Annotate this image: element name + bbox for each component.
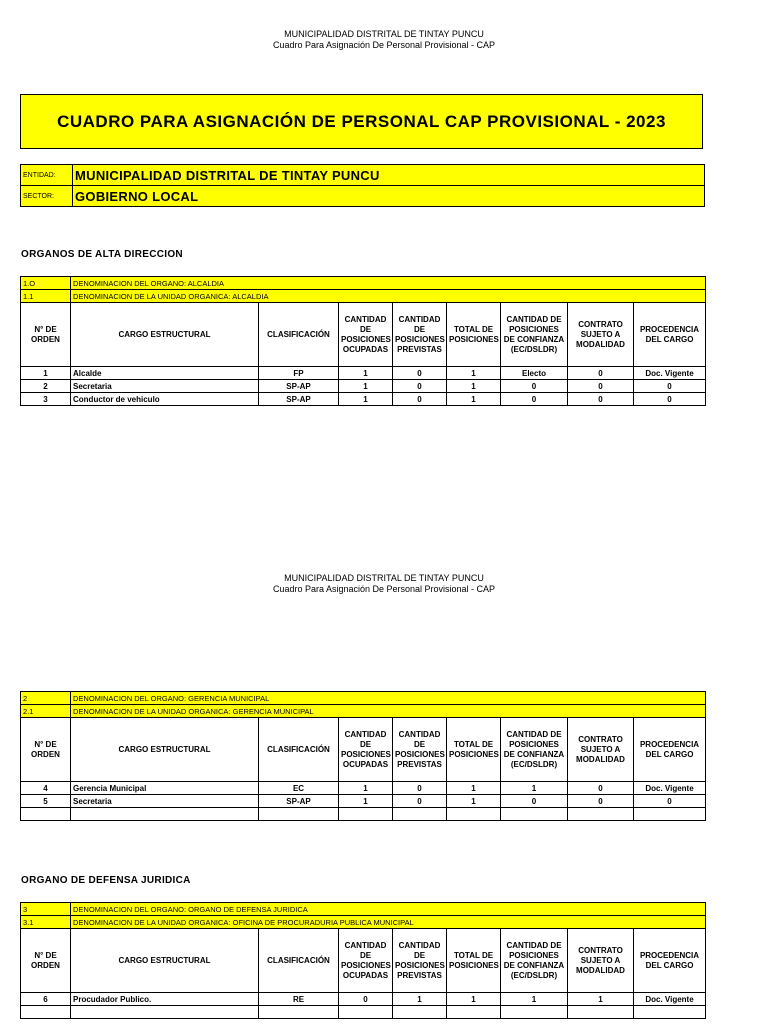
- cell-total: 1: [447, 795, 501, 808]
- cell-total: 1: [447, 782, 501, 795]
- table-row: [21, 782, 706, 795]
- document-title-banner: CUADRO PARA ASIGNACIÓN DE PERSONAL CAP PROVISIONAL - 2023: [20, 94, 703, 149]
- cell-cargo: Gerencia Municipal: [71, 782, 259, 795]
- cell-clasificacion: RE: [259, 993, 339, 1006]
- unidad-row: [21, 290, 706, 303]
- column-header-row: [21, 929, 706, 993]
- cell-previstas: 0: [393, 795, 447, 808]
- cell-procedencia: 0: [634, 380, 706, 393]
- col-clasificacion: CLASIFICACIÓN: [259, 718, 339, 782]
- column-header-row: [21, 303, 706, 367]
- col-contrato: CONTRATO SUJETO A MODALIDAD: [568, 718, 634, 782]
- header-subtitle: Cuadro Para Asignación De Personal Provisional - CAP: [272, 40, 496, 50]
- cap-table-gerencia: [20, 691, 706, 821]
- cell-clasificacion: SP-AP: [259, 393, 339, 406]
- cell-contrato: 0: [568, 367, 634, 380]
- col-previstas: CANTIDAD DE POSICIONES PREVISTAS: [393, 303, 447, 367]
- cell-orden: 3: [21, 393, 71, 406]
- cell-orden: 2: [21, 380, 71, 393]
- cell-clasificacion: SP-AP: [259, 380, 339, 393]
- cell-cargo: Secretaria: [71, 380, 259, 393]
- col-procedencia: PROCEDENCIA DEL CARGO: [634, 718, 706, 782]
- cell-contrato: 0: [568, 393, 634, 406]
- cell-ocupadas: 1: [339, 380, 393, 393]
- cell-ocupadas: 1: [339, 782, 393, 795]
- col-orden: N° DE ORDEN: [21, 718, 71, 782]
- col-total: TOTAL DE POSICIONES: [447, 929, 501, 993]
- organo-code: 3: [21, 903, 71, 916]
- sector-value: GOBIERNO LOCAL: [73, 186, 705, 207]
- unidad-code: 2.1: [21, 705, 71, 718]
- cell-total: 1: [447, 393, 501, 406]
- cell-ocupadas: 0: [339, 993, 393, 1006]
- cell-contrato: 0: [568, 380, 634, 393]
- table-row: [21, 393, 706, 406]
- unidad-row: [21, 916, 706, 929]
- section-title-defensa-juridica: ORGANO DE DEFENSA JURIDICA: [21, 875, 191, 886]
- table-row: [21, 367, 706, 380]
- col-contrato: CONTRATO SUJETO A MODALIDAD: [568, 303, 634, 367]
- cell-procedencia: 0: [634, 393, 706, 406]
- table-row: [21, 993, 706, 1006]
- cell-contrato: 1: [568, 993, 634, 1006]
- unidad-label: DENOMINACION DE LA UNIDAD ORGANICA: OFICINA DE PROCURADURIA PUBLICA MUNICIPAL: [71, 916, 706, 929]
- cap-table-alcaldia: [20, 276, 706, 406]
- col-ocupadas: CANTIDAD DE POSICIONES OCUPADAS: [339, 929, 393, 993]
- cell-confianza: 1: [501, 993, 568, 1006]
- col-procedencia: PROCEDENCIA DEL CARGO: [634, 929, 706, 993]
- unidad-label: DENOMINACION DE LA UNIDAD ORGANICA: ALCALDIA: [71, 290, 706, 303]
- cell-total: 1: [447, 993, 501, 1006]
- cell-confianza: 1: [501, 782, 568, 795]
- col-orden: N° DE ORDEN: [21, 929, 71, 993]
- cell-confianza: Electo: [501, 367, 568, 380]
- unidad-code: 1.1: [21, 290, 71, 303]
- cell-cargo: Conductor de vehiculo: [71, 393, 259, 406]
- column-header-row: [21, 718, 706, 782]
- section-title-alta-direccion: ORGANOS DE ALTA DIRECCION: [21, 249, 183, 260]
- entidad-row: [21, 165, 705, 186]
- col-ocupadas: CANTIDAD DE POSICIONES OCUPADAS: [339, 303, 393, 367]
- col-previstas: CANTIDAD DE POSICIONES PREVISTAS: [393, 929, 447, 993]
- col-ocupadas: CANTIDAD DE POSICIONES OCUPADAS: [339, 718, 393, 782]
- entidad-label: ENTIDAD:: [21, 165, 73, 186]
- col-total: TOTAL DE POSICIONES: [447, 303, 501, 367]
- unidad-label: DENOMINACION DE LA UNIDAD ORGANICA: GERENCIA MUNICIPAL: [71, 705, 706, 718]
- col-cargo: CARGO ESTRUCTURAL: [71, 303, 259, 367]
- unidad-code: 3.1: [21, 916, 71, 929]
- organo-row: [21, 903, 706, 916]
- cell-clasificacion: SP-AP: [259, 795, 339, 808]
- col-confianza: CANTIDAD DE POSICIONES DE CONFIANZA (EC/DSLDR): [501, 718, 568, 782]
- col-previstas: CANTIDAD DE POSICIONES PREVISTAS: [393, 718, 447, 782]
- header-municipality: MUNICIPALIDAD DISTRITAL DE TINTAY PUNCU: [284, 573, 484, 583]
- cell-contrato: 0: [568, 795, 634, 808]
- cell-previstas: 0: [393, 380, 447, 393]
- page-header-2: [0, 573, 768, 595]
- sector-row: [21, 186, 705, 207]
- col-clasificacion: CLASIFICACIÓN: [259, 929, 339, 993]
- cell-procedencia: Doc. Vigente: [634, 782, 706, 795]
- page-header-1: [0, 29, 768, 51]
- col-cargo: CARGO ESTRUCTURAL: [71, 929, 259, 993]
- cell-procedencia: Doc. Vigente: [634, 993, 706, 1006]
- cell-cargo: Alcalde: [71, 367, 259, 380]
- cell-ocupadas: 1: [339, 393, 393, 406]
- unidad-row: [21, 705, 706, 718]
- cell-confianza: 0: [501, 380, 568, 393]
- col-cargo: CARGO ESTRUCTURAL: [71, 718, 259, 782]
- table-row: [21, 380, 706, 393]
- empty-row: [21, 1006, 706, 1019]
- col-orden: N° DE ORDEN: [21, 303, 71, 367]
- col-clasificacion: CLASIFICACIÓN: [259, 303, 339, 367]
- cell-total: 1: [447, 367, 501, 380]
- empty-row: [21, 808, 706, 821]
- header-subtitle: Cuadro Para Asignación De Personal Provisional - CAP: [272, 584, 496, 594]
- cell-clasificacion: FP: [259, 367, 339, 380]
- cell-procedencia: 0: [634, 795, 706, 808]
- cell-ocupadas: 1: [339, 367, 393, 380]
- cell-ocupadas: 1: [339, 795, 393, 808]
- organo-label: DENOMINACION DEL ORGANO: ALCALDIA: [71, 277, 706, 290]
- header-municipality: MUNICIPALIDAD DISTRITAL DE TINTAY PUNCU: [284, 29, 484, 39]
- cell-cargo: Secretaria: [71, 795, 259, 808]
- sector-label: SECTOR:: [21, 186, 73, 207]
- cell-cargo: Procudador Publico.: [71, 993, 259, 1006]
- cell-orden: 4: [21, 782, 71, 795]
- cell-orden: 1: [21, 367, 71, 380]
- col-procedencia: PROCEDENCIA DEL CARGO: [634, 303, 706, 367]
- col-confianza: CANTIDAD DE POSICIONES DE CONFIANZA (EC/DSLDR): [501, 303, 568, 367]
- col-confianza: CANTIDAD DE POSICIONES DE CONFIANZA (EC/DSLDR): [501, 929, 568, 993]
- cap-table-procuraduria: [20, 902, 706, 1019]
- entity-info-table: [20, 164, 705, 207]
- organo-label: DENOMINACION DEL ORGANO: GERENCIA MUNICIPAL: [71, 692, 706, 705]
- cell-confianza: 0: [501, 795, 568, 808]
- organo-row: [21, 692, 706, 705]
- cell-contrato: 0: [568, 782, 634, 795]
- col-contrato: CONTRATO SUJETO A MODALIDAD: [568, 929, 634, 993]
- organo-row: [21, 277, 706, 290]
- entidad-value: MUNICIPALIDAD DISTRITAL DE TINTAY PUNCU: [73, 165, 705, 186]
- organo-code: 1.O: [21, 277, 71, 290]
- cell-previstas: 0: [393, 393, 447, 406]
- cell-procedencia: Doc. Vigente: [634, 367, 706, 380]
- table-row: [21, 795, 706, 808]
- cell-total: 1: [447, 380, 501, 393]
- cell-orden: 6: [21, 993, 71, 1006]
- col-total: TOTAL DE POSICIONES: [447, 718, 501, 782]
- cell-previstas: 0: [393, 367, 447, 380]
- organo-code: 2: [21, 692, 71, 705]
- cell-previstas: 0: [393, 782, 447, 795]
- organo-label: DENOMINACION DEL ORGANO: ORGANO DE DEFENSA JURIDICA: [71, 903, 706, 916]
- cell-clasificacion: EC: [259, 782, 339, 795]
- cell-previstas: 1: [393, 993, 447, 1006]
- cell-orden: 5: [21, 795, 71, 808]
- cell-confianza: 0: [501, 393, 568, 406]
